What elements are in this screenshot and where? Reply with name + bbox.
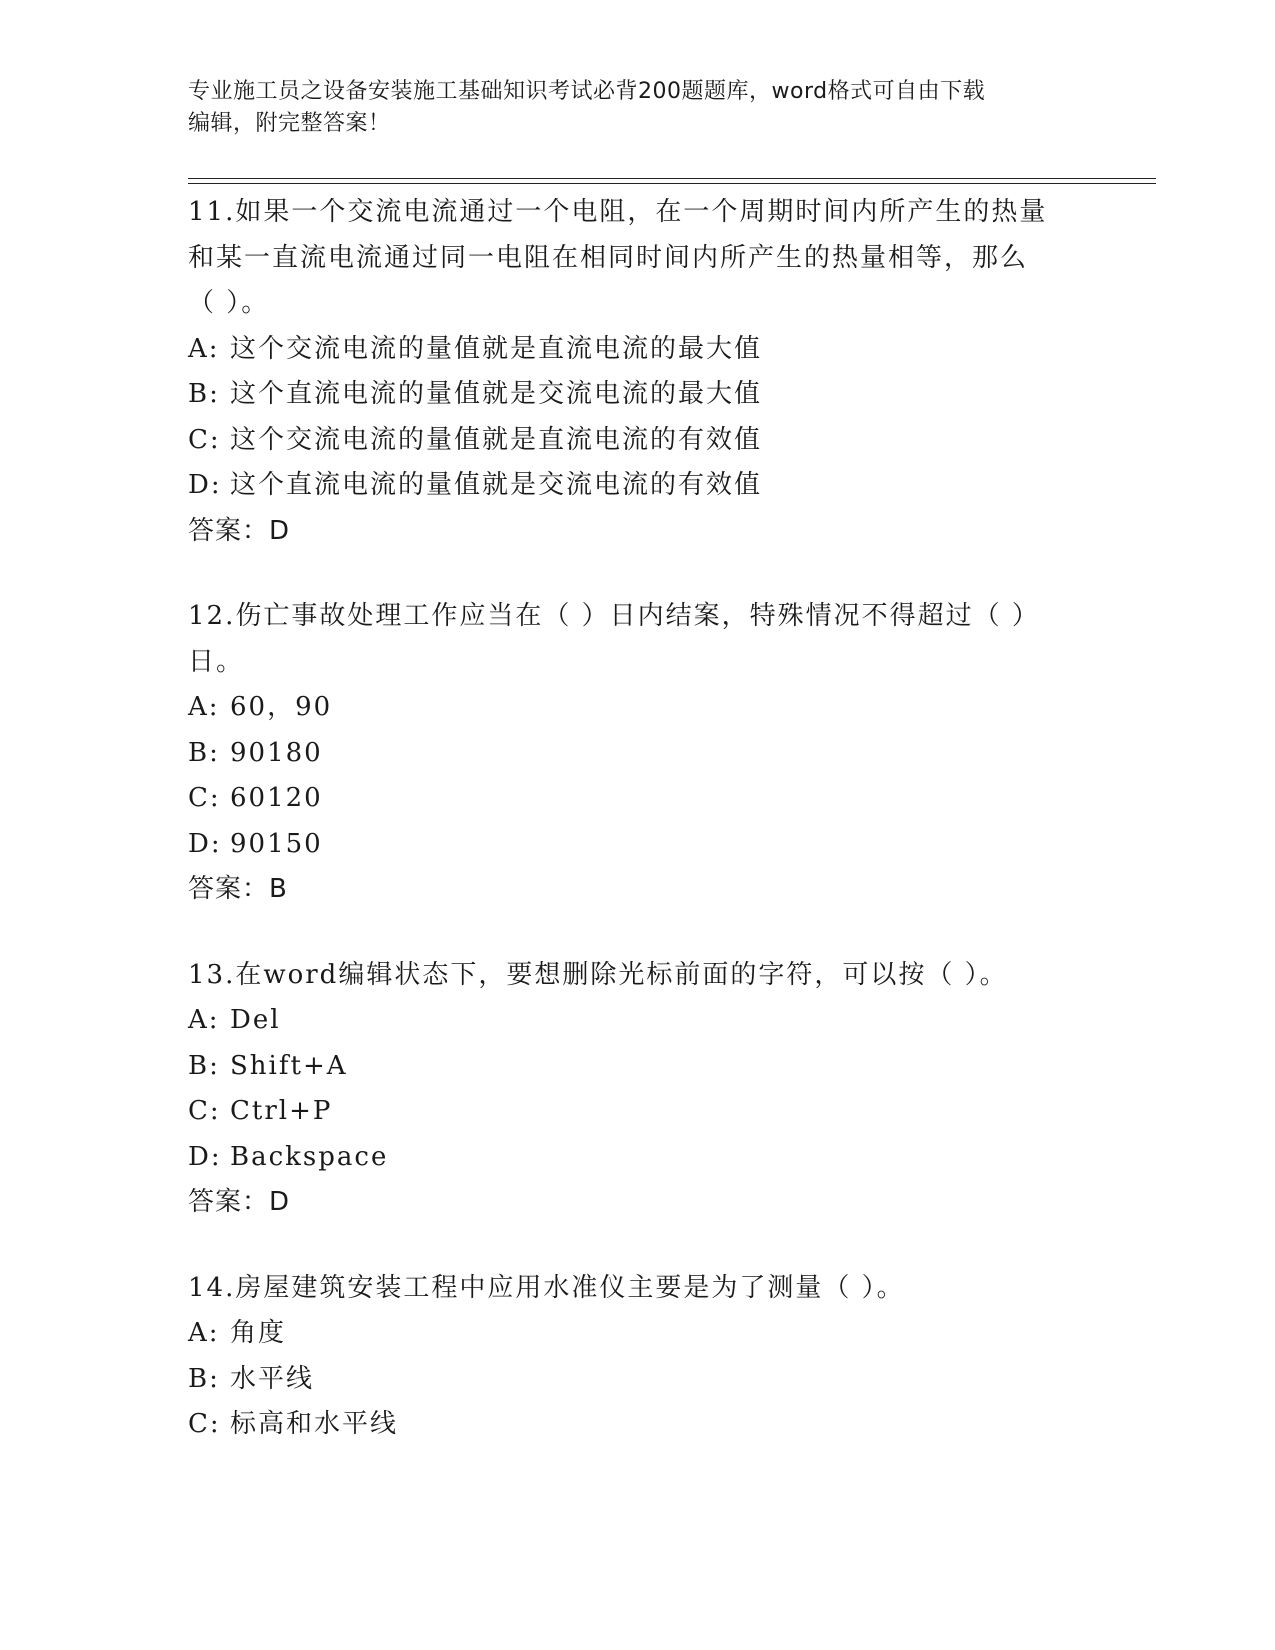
option-label: C: (188, 1096, 221, 1126)
answer-line: 答案：B (188, 874, 288, 904)
option-d (188, 822, 1088, 868)
option-text: Shift+A (230, 1050, 348, 1081)
option-text: 这个直流电流的量值就是交流电流的最大值 (230, 379, 763, 409)
document-header (188, 76, 1088, 140)
question-text-line: 12.伤亡事故处理工作应当在（ ）日内结案，特殊情况不得超过（ ） (188, 601, 1040, 631)
option-text: 60，90 (230, 692, 333, 722)
question-text-line: 11.如果一个交流电流通过一个电阻，在一个周期时间内所产生的热量 (188, 197, 1048, 227)
header-divider-bottom (188, 183, 1156, 184)
question-text-line: 日。 (188, 646, 245, 677)
option-b (188, 1357, 1088, 1403)
option-a (188, 327, 1088, 373)
header-divider-top (188, 178, 1156, 179)
option-text: Ctrl+P (230, 1096, 333, 1126)
option-text: 90180 (230, 737, 323, 768)
option-label: A: (188, 692, 220, 722)
option-label: A: (188, 1318, 220, 1348)
question-text-line: 和某一直流电流通过同一电阻在相同时间内所产生的热量相等，那么 (188, 242, 1029, 273)
option-c (188, 776, 1088, 822)
option-text: Backspace (230, 1141, 389, 1172)
option-text: 角度 (230, 1318, 287, 1348)
option-b (188, 731, 1088, 777)
option-a (188, 998, 1088, 1044)
question-13 (188, 953, 1088, 1226)
option-text: 这个直流电流的量值就是交流电流的有效值 (230, 470, 763, 500)
option-label: A: (188, 333, 220, 364)
option-b (188, 372, 1088, 418)
option-c (188, 418, 1088, 464)
option-label: D: (188, 470, 222, 500)
question-11 (188, 190, 1088, 554)
option-a (188, 1311, 1088, 1357)
option-label: C: (188, 783, 221, 813)
option-text: 这个交流电流的量值就是直流电流的最大值 (230, 333, 763, 364)
option-label: B: (188, 379, 220, 409)
option-text: 90150 (230, 828, 323, 859)
header-title-line-1: 专业施工员之设备安装施工基础知识考试必背200题题库，word格式可自由下载 (188, 79, 986, 104)
option-b (188, 1044, 1088, 1090)
question-14 (188, 1266, 1088, 1448)
option-label: D: (188, 1141, 222, 1172)
option-d (188, 1135, 1088, 1181)
option-c (188, 1089, 1088, 1135)
question-text-line: （ ）。 (188, 288, 270, 318)
question-12 (188, 594, 1088, 913)
option-label: C: (188, 424, 221, 455)
answer-line: 答案：D (188, 1187, 291, 1217)
answer-line: 答案：D (188, 515, 291, 546)
option-text: Del (230, 1005, 281, 1035)
option-text: 标高和水平线 (230, 1409, 399, 1439)
question-text-line: 14.房屋建筑安装工程中应用水准仪主要是为了测量（ ）。 (188, 1272, 905, 1303)
option-label: B: (188, 1363, 220, 1394)
question-text-line: 13.在word编辑状态下，要想删除光标前面的字符，可以按（ ）。 (188, 959, 1008, 990)
option-c (188, 1402, 1088, 1448)
option-d (188, 463, 1088, 509)
question-list (188, 190, 1088, 1488)
option-label: B: (188, 1050, 220, 1081)
option-label: A: (188, 1005, 220, 1035)
option-text: 水平线 (230, 1363, 315, 1394)
header-title-line-2: 编辑，附完整答案！ (188, 111, 391, 136)
option-a (188, 685, 1088, 731)
option-text: 这个交流电流的量值就是直流电流的有效值 (230, 424, 763, 455)
option-label: C: (188, 1409, 221, 1439)
option-text: 60120 (230, 783, 323, 813)
option-label: B: (188, 737, 220, 768)
option-label: D: (188, 828, 222, 859)
